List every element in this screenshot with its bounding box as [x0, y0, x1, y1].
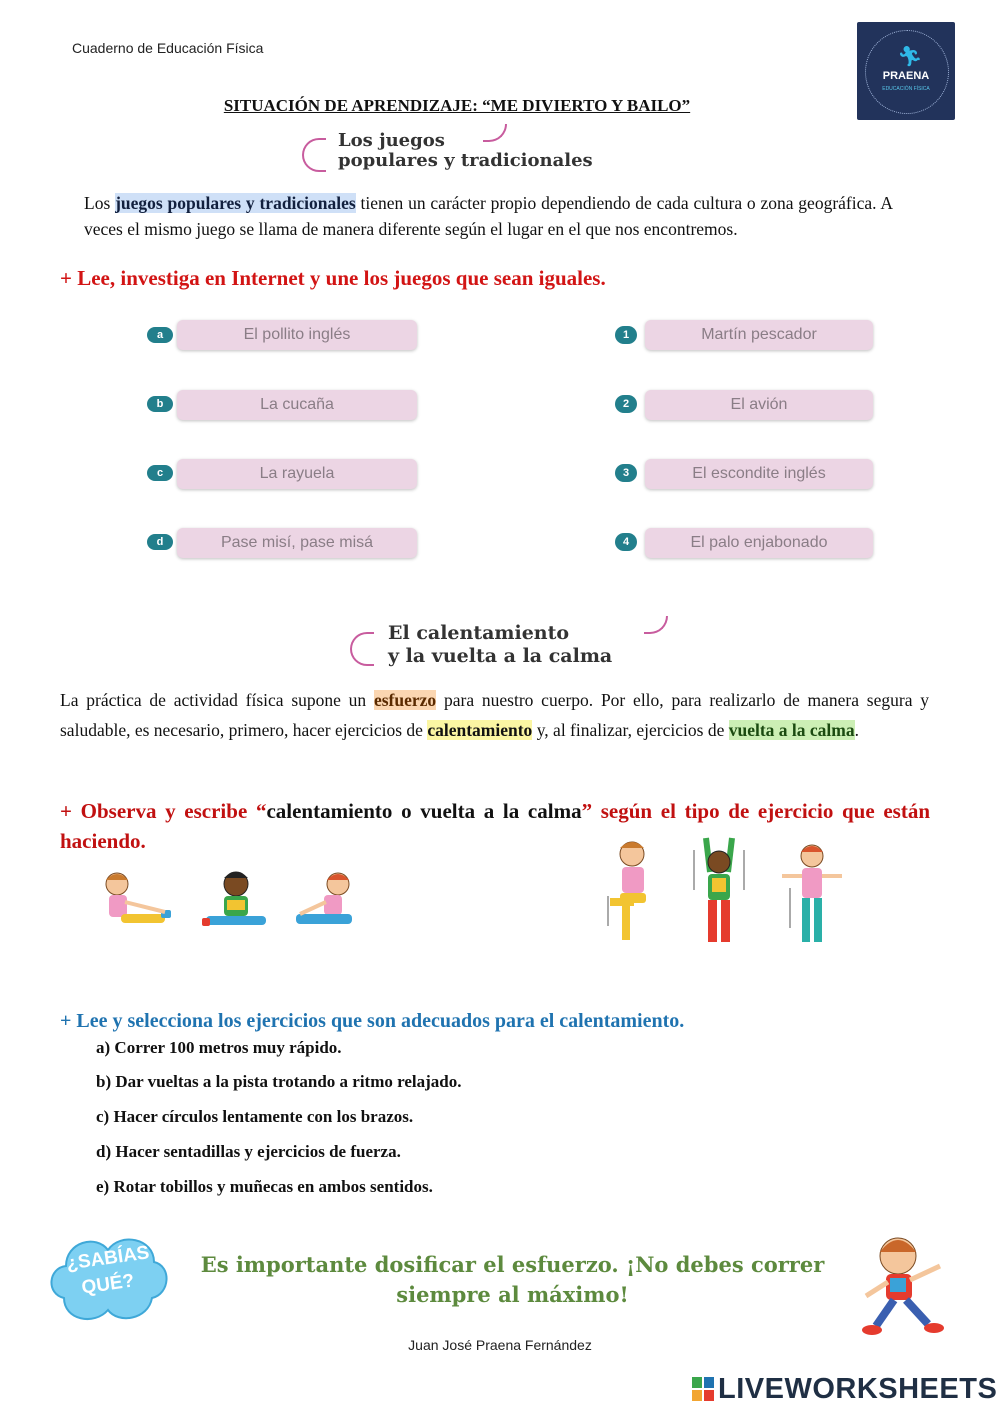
option-d[interactable]: d) Hacer sentadillas y ejercicios de fuerza.	[96, 1142, 401, 1161]
runner-icon: 🏃︎	[897, 46, 923, 68]
highlight-juegos: juegos populares y tradicionales	[115, 193, 356, 213]
observe-text: + Observa y escribe “	[60, 799, 267, 823]
liveworksheets-brand[interactable]: LIVEWORKSHEETS	[718, 1373, 998, 1405]
section1-title-line1: Los juegos	[338, 130, 445, 151]
right-item-3[interactable]: El escondite inglés	[645, 459, 873, 489]
para-text: para nuestro cuerpo. Por ello, para realizarlo de manera segura y saludable, es necesario, primero, hacer ejercicios de	[60, 690, 929, 740]
sabias-line1: ¿SABÍAS	[65, 1242, 151, 1275]
author-label: Juan José Praena Fernández	[408, 1337, 592, 1353]
observe-text: ” según el tipo de ejercicio que están haciendo.	[60, 799, 931, 853]
highlight-vuelta-calma: vuelta a la calma	[728, 719, 855, 740]
section2-heading	[348, 614, 688, 670]
left-item-b[interactable]: La cucaña	[177, 390, 417, 420]
badge-c: c	[147, 465, 173, 481]
kid-arms-up-illustration	[688, 830, 750, 948]
para-text: y, al finalizar, ejercicios de	[532, 719, 729, 740]
page-title: SITUACIÓN DE APRENDIZAJE: “ME DIVIERTO Y BAILO”	[223, 96, 691, 115]
option-b[interactable]: b) Dar vueltas a la pista trotando a ritmo relajado.	[96, 1072, 462, 1091]
section2-title-line1: El calentamiento	[388, 622, 570, 644]
observe-options: calentamiento o vuelta a la calma	[266, 799, 582, 823]
badge-3: 3	[615, 464, 637, 482]
para-text: La práctica de actividad física supone un	[60, 690, 374, 710]
right-item-1[interactable]: Martín pescador	[645, 320, 873, 350]
option-e[interactable]: e) Rotar tobillos y muñecas en ambos sentidos.	[96, 1177, 433, 1196]
kid-knee-lift-illustration	[598, 836, 660, 948]
section1-paragraph	[84, 190, 893, 242]
badge-b: b	[147, 396, 173, 412]
liveworksheets-logo-icon	[692, 1377, 714, 1401]
kid-sitting-illustration	[196, 866, 276, 940]
left-item-c[interactable]: La rayuela	[177, 459, 417, 489]
right-item-2[interactable]: El avión	[645, 390, 873, 420]
running-boy-illustration	[852, 1230, 952, 1342]
sabias-line2: QUÉ?	[80, 1270, 136, 1299]
kid-stretch-illustration	[95, 866, 185, 940]
para-text: tienen un carácter propio dependiendo de cada cultura o zona geográfica. A veces el mismo juego se llama de manera diferente según el lugar en el que nos encontremos.	[84, 193, 893, 239]
section2-paragraph	[60, 686, 929, 745]
left-item-a[interactable]: El pollito inglés	[177, 320, 417, 350]
right-item-4[interactable]: El palo enjabonado	[645, 528, 873, 558]
header-notebook-label: Cuaderno de Educación Física	[72, 40, 264, 56]
left-item-d[interactable]: Pase misí, pase misá	[177, 528, 417, 558]
select-instruction: + Lee y selecciona los ejercicios que son adecuados para el calentamiento.	[60, 1010, 685, 1032]
section1-heading	[300, 124, 660, 174]
kid-reach-illustration	[290, 866, 370, 940]
highlight-calentamiento: calentamiento	[427, 719, 533, 740]
tip-text: Es importante dosificar el esfuerzo. ¡No debes correr siempre al máximo!	[200, 1252, 825, 1307]
kid-arms-out-illustration	[778, 838, 848, 948]
badge-d: d	[147, 534, 173, 550]
match-instruction: + Lee, investiga en Internet y une los juegos que sean iguales.	[60, 266, 606, 290]
badge-4: 4	[615, 533, 637, 551]
badge-1: 1	[615, 326, 637, 344]
badge-a: a	[147, 327, 173, 343]
logo-sub: EDUCACIÓN FÍSICA	[882, 86, 930, 92]
section2-title-line2: y la vuelta a la calma	[388, 645, 613, 667]
logo-name: PRAENA	[882, 70, 930, 82]
section1-title-line2: populares y tradicionales	[338, 150, 593, 171]
option-c[interactable]: c) Hacer círculos lentamente con los brazos.	[96, 1107, 414, 1126]
badge-2: 2	[615, 395, 637, 413]
para-text: Los	[84, 193, 116, 213]
option-a[interactable]: a) Correr 100 metros muy rápido.	[96, 1038, 342, 1057]
highlight-esfuerzo: esfuerzo	[373, 690, 437, 710]
para-text: .	[854, 719, 859, 740]
